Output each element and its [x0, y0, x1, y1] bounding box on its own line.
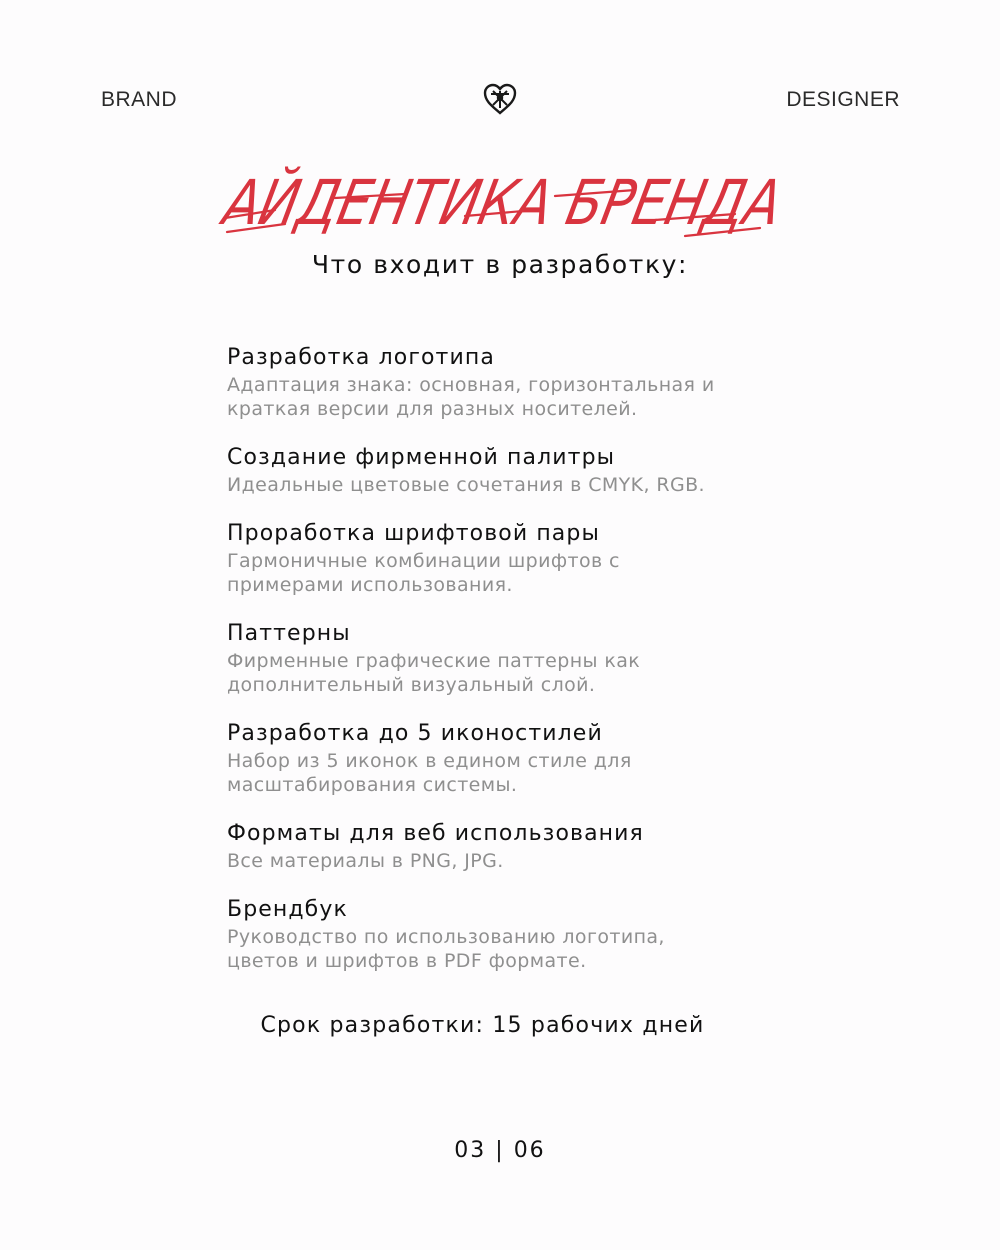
item-description: Фирменные графические паттерны как дополнительный визуальный слой. [227, 650, 641, 696]
list-item [227, 895, 827, 973]
item-title: Форматы для веб использования [227, 821, 644, 846]
list-item [227, 719, 827, 797]
item-title: Разработка логотипа [227, 345, 495, 370]
item-title: Брендбук [227, 897, 348, 922]
item-description: Руководство по использованию логотипа, цветов и шрифтов в PDF формате. [227, 926, 665, 972]
page-counter: 03 | 06 [454, 1138, 546, 1163]
item-description: Гармоничные комбинации шрифтов с примерами использования. [227, 550, 620, 596]
list-item [227, 819, 827, 873]
brand-label: BRAND [101, 88, 178, 111]
item-description: Адаптация знака: основная, горизонтальная и краткая версии для разных носителей. [227, 374, 715, 420]
item-description: Набор из 5 иконок в едином стиле для масштабирования системы. [227, 750, 632, 796]
list-item [227, 443, 827, 497]
service-list [227, 343, 827, 995]
title-text: АЙДЕНТИКА БРЕНДА [217, 166, 904, 239]
heart-emblem-icon [482, 82, 518, 116]
item-description: Идеальные цветовые сочетания в CMYK, RGB. [227, 474, 705, 496]
item-description: Все материалы в PNG, JPG. [227, 850, 504, 872]
page-title [215, 158, 904, 248]
list-item [227, 343, 827, 421]
list-item [227, 619, 827, 697]
item-title: Проработка шрифтовой пары [227, 521, 600, 546]
deadline-text: Срок разработки: 15 рабочих дней [260, 1013, 705, 1038]
item-title: Паттерны [227, 621, 351, 646]
item-title: Создание фирменной палитры [227, 445, 616, 470]
subtitle: Что входит в разработку: [311, 250, 689, 279]
item-title: Разработка до 5 иконостилей [227, 721, 603, 746]
designer-label: DESIGNER [786, 88, 900, 111]
list-item [227, 519, 827, 597]
